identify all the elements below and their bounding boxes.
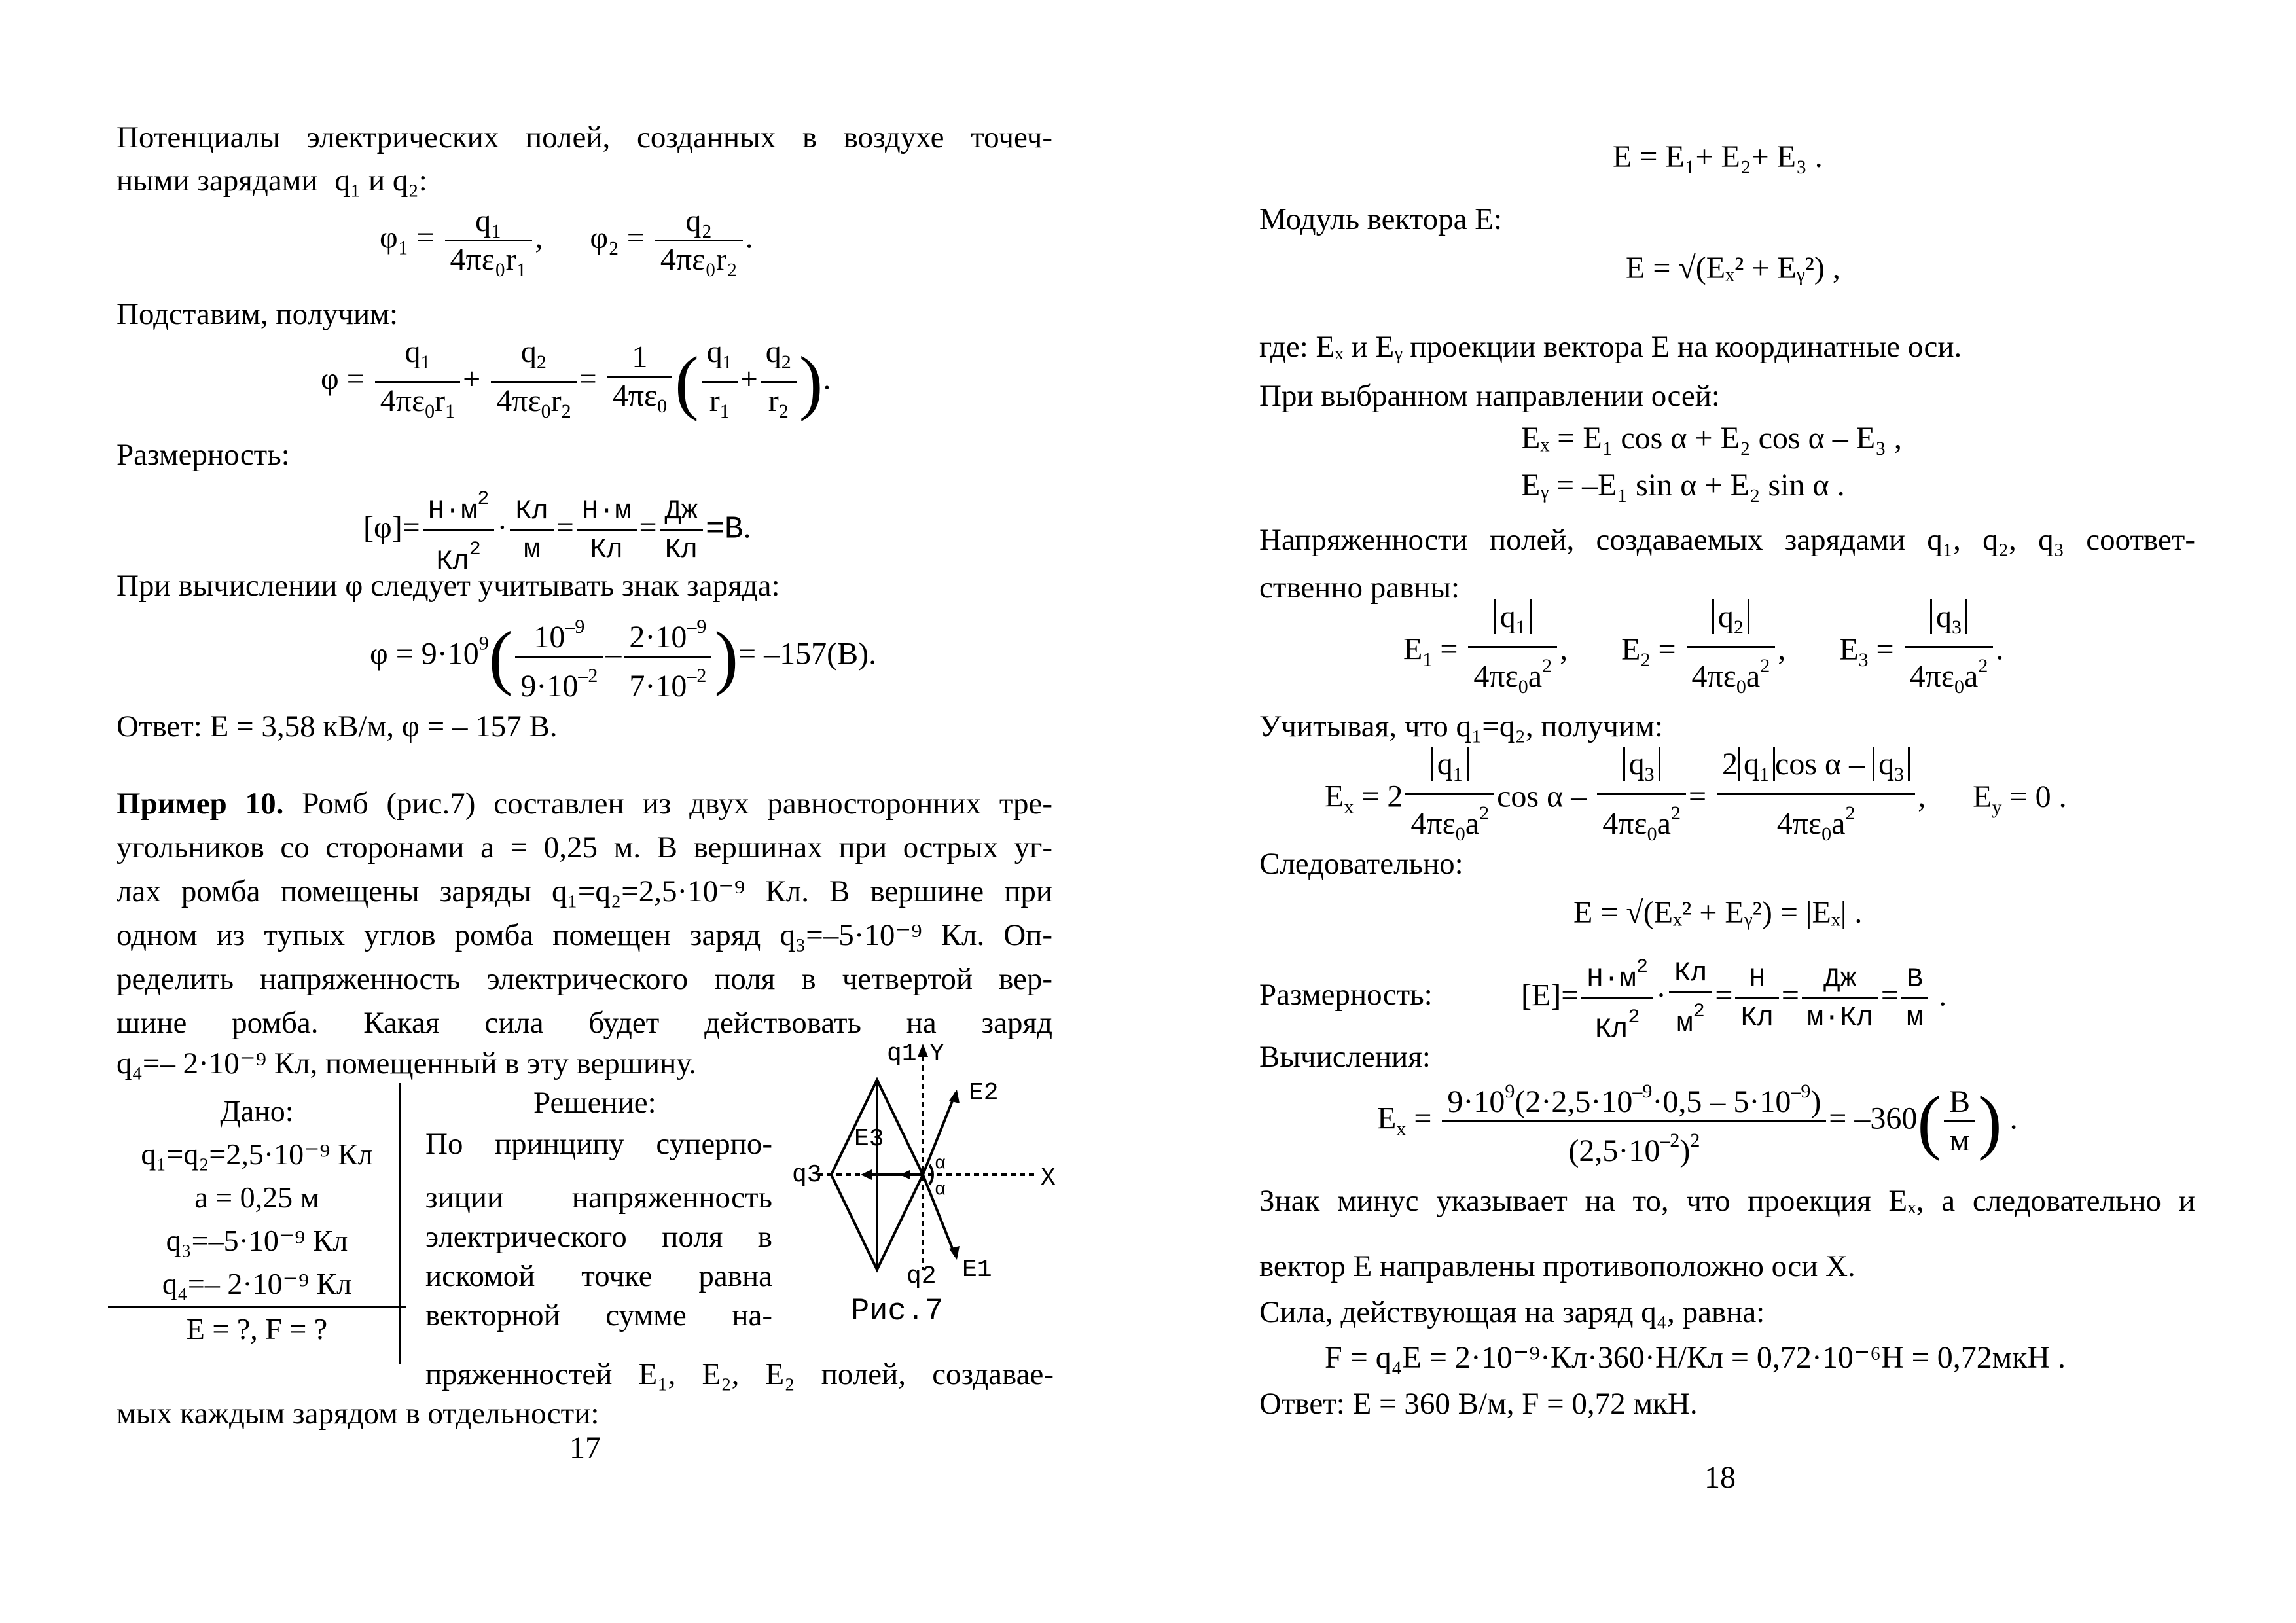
- label-e1: E1: [962, 1256, 992, 1284]
- text-line: где: Eₓ и Eᵧ проекции вектора E на координатные оси.: [1259, 330, 1962, 364]
- numerator: q₁: [445, 203, 533, 241]
- text-line: По принципу суперпо-: [425, 1127, 772, 1161]
- text-line: лах ромба помещены заряды q₁=q₂=2,5·10⁻⁹ Кл. В вершине при: [117, 874, 1052, 908]
- text-line: одном из тупых углов ромба помещен заряд q₃=–5·10⁻⁹ Кл. Оп-: [117, 918, 1052, 952]
- text-line: искомой точке равна: [425, 1259, 772, 1293]
- text-line: При вычислении φ следует учитывать знак заряда:: [117, 569, 780, 603]
- given-find: E = ?, F = ?: [108, 1306, 406, 1351]
- text-line: Модуль вектора E:: [1259, 202, 1503, 236]
- text-line: пряженностей E₁, E₂, E₂ полей, создавае-: [425, 1357, 1054, 1391]
- given-table: [108, 1090, 406, 1351]
- denominator: 4πε₀r₂: [660, 242, 738, 277]
- label-e2: E2: [969, 1079, 999, 1107]
- formula-superposition: E = E₁+ E₂+ E₃ .: [1613, 139, 1823, 174]
- e-result-arrowhead: [900, 1170, 910, 1179]
- label-e3: E3: [854, 1125, 884, 1153]
- label-q1: q1: [887, 1040, 917, 1068]
- formula-ex-result: $E_x = 2$ $\frac{q_1}{4\pi\varepsilon_0a^2}$ cos α – $\frac{q_3}{4\pi\varepsilon_0a^2}$ = $\frac{2 q_1 \cos \alpha - q_3}{4\pi\varepsilon_0a^2}$ , $E_y = 0$ .: [1325, 747, 2067, 845]
- label-x: X: [1041, 1164, 1056, 1192]
- text-line: электрического поля в: [425, 1220, 772, 1254]
- text-line: ственно равны:: [1259, 571, 1460, 605]
- y-arrow: [918, 1044, 928, 1057]
- text-line: Знак минус указывает на то, что проекция Eₓ, а следовательно и: [1259, 1184, 2195, 1218]
- given-item: q₄=– 2·10⁻⁹ Кл: [162, 1267, 352, 1300]
- formula-ey: Eᵧ = –E₁ sin α + E₂ sin α .: [1521, 468, 1845, 503]
- e3-arrowhead: [861, 1169, 872, 1180]
- formula-phi-each: φ₁ = $\frac{\text{q₁}}{\text{4πε₀r₁}}$ , φ₂ = $\frac{\text{q₂}}{\text{4πε₀r₂}}$ .: [380, 204, 753, 277]
- text-fragment: Ромб (рис.7) составлен из двух равносторонних тре-: [302, 787, 1053, 821]
- text-line: вектор E направлены противоположно оси X.: [1259, 1249, 1856, 1283]
- formula-phi-value: $\varphi = 9\cdot 10^9$( $\frac{10^{-9}}{9\cdot 10^{-2}}$ – $\frac{2\cdot 10^{-9}}{7\cdot 10^{-2}}$ )= –157(В).: [370, 609, 876, 705]
- given-divider: [399, 1083, 401, 1364]
- e2-arrowhead: [949, 1090, 960, 1103]
- text-line: зиции напряженность: [425, 1181, 772, 1215]
- text-line: Учитывая, что q₁=q₂, получим:: [1259, 709, 1663, 743]
- text-line: мых каждым зарядом в отдельности:: [117, 1397, 600, 1431]
- denominator: 4πε₀r₁: [450, 242, 528, 277]
- text-fragment: q₁ и q₂:: [334, 164, 427, 198]
- label-alpha: α: [935, 1180, 946, 1200]
- text-line: q₄=– 2·10⁻⁹ Кл, помещенный в эту вершину.: [117, 1046, 696, 1080]
- rhombus-figure: [792, 1034, 1067, 1309]
- label-q3: q3: [792, 1161, 822, 1189]
- e1-arrowhead: [949, 1246, 960, 1260]
- formula-part: φ₂ =: [590, 220, 645, 255]
- text-fragment: ными зарядами: [117, 164, 318, 198]
- solution-title: Решение:: [533, 1086, 656, 1120]
- given-item: q₃=–5·10⁻⁹ Кл: [166, 1224, 348, 1257]
- formula-force: F = q₄E = 2·10⁻⁹·Кл·360·Н/Кл = 0,72·10⁻⁶Н = 0,72мкН .: [1325, 1340, 2066, 1375]
- text-line: угольников со сторонами a = 0,25 м. В вершинах при острых уг-: [117, 830, 1052, 865]
- alpha-arc: [929, 1175, 933, 1185]
- text-line: Ответ: E = 3,58 кВ/м, φ = – 157 В.: [117, 709, 558, 743]
- fraction: [445, 203, 533, 278]
- text-line: При выбранном направлении осей:: [1259, 379, 1720, 413]
- text-line: Ответ: E = 360 В/м, F = 0,72 мкН.: [1259, 1387, 1698, 1421]
- text-line: Вычисления:: [1259, 1040, 1431, 1074]
- formula-e-final: E = √(Eₓ² + Eᵧ²) = |Eₓ| .: [1573, 895, 1863, 930]
- given-item: a = 0,25 м: [194, 1181, 319, 1214]
- text-line: [117, 784, 1052, 823]
- text-line: Подставим, получим:: [117, 297, 398, 331]
- page-number: 18: [1704, 1460, 1736, 1495]
- text-line: Сила, действующая на заряд q₄, равна:: [1259, 1295, 1765, 1329]
- text-line: [117, 161, 427, 200]
- given-title: Дано:: [220, 1094, 294, 1128]
- page-number: 17: [569, 1431, 601, 1465]
- text-line: Размерность:: [1259, 978, 1433, 1012]
- numerator: q₂: [655, 203, 743, 241]
- label-q2: q2: [906, 1262, 937, 1291]
- text-line: векторной сумме на-: [425, 1298, 772, 1332]
- label-y: Y: [929, 1040, 944, 1068]
- text-line: Размерность:: [117, 438, 290, 472]
- text-line: Напряженности полей, создаваемых зарядами q₁, q₂, q₃ соответ-: [1259, 523, 2195, 557]
- formula-part: φ₁ =: [380, 220, 435, 255]
- alpha-arc: [929, 1165, 933, 1175]
- example-title: Пример 10.: [117, 787, 284, 821]
- formula-ex: Eₓ = E₁ cos α + E₂ cos α – E₃ ,: [1521, 421, 1902, 455]
- text-line: шине ромба. Какая сила будет действовать на заряд: [117, 1006, 1052, 1040]
- formula-ex-value: $E_x$ = $\frac{9\cdot 10^9(2\cdot 2,5\cdot 10^{-9}\cdot 0,5 - 5\cdot 10^{-9})}{(2,5\cdot 10^{-2})^2}$ = –360( $\frac{В}{м}$ ) .: [1377, 1073, 2018, 1169]
- text-line: Следовательно:: [1259, 847, 1463, 881]
- formula-dimension-e: [E]= $\frac{Н\cdot м^2}{Кл^2}$ · $\frac{Кл}{м^2}$ = $\frac{Н}{Кл}$ = $\frac{Дж}{м\cdot Кл}$ = $\frac{В}{м}$ .: [1521, 949, 1946, 1048]
- fraction: [655, 203, 743, 278]
- formula-dimension-phi: [φ]= $\frac{Н\cdot м^2}{Кл^2}$ · $\frac{Кл}{м}$ = $\frac{Н\cdot м}{Кл}$ = $\frac{Дж}{Кл}$ =В.: [363, 481, 751, 580]
- text-line: ределить напряженность электрического поля в четвертой вер-: [117, 962, 1052, 996]
- formula-phi-sum: φ = $\frac{q_1}{4\pi\varepsilon_0r_1}$ + $\frac{q_2}{4\pi\varepsilon_0r_2}$ = $\frac{1}{4\pi\varepsilon_0}$ ( $\frac{q_1}{r_1}$ + $\frac{q_2}{r_2}$ ).: [321, 334, 831, 422]
- formula-e-components: $E_1$ = $\frac{q_1}{4\pi\varepsilon_0a^2}$ , $E_2$ = $\frac{q_2}{4\pi\varepsilon_0a^2}$ , $E_3$ = $\frac{q_3}{4\pi\varepsilon_0a^2}$ .: [1403, 599, 2004, 698]
- right-page: [1148, 0, 2296, 1623]
- text-line: Потенциалы электрических полей, созданных в воздухе точеч-: [117, 120, 1052, 154]
- given-item: q₁=q₂=2,5·10⁻⁹ Кл: [141, 1137, 373, 1171]
- figure-caption: Рис.7: [851, 1294, 944, 1329]
- label-alpha: α: [935, 1154, 946, 1174]
- formula-modulus: E = √(Eₓ² + Eᵧ²) ,: [1626, 251, 1840, 285]
